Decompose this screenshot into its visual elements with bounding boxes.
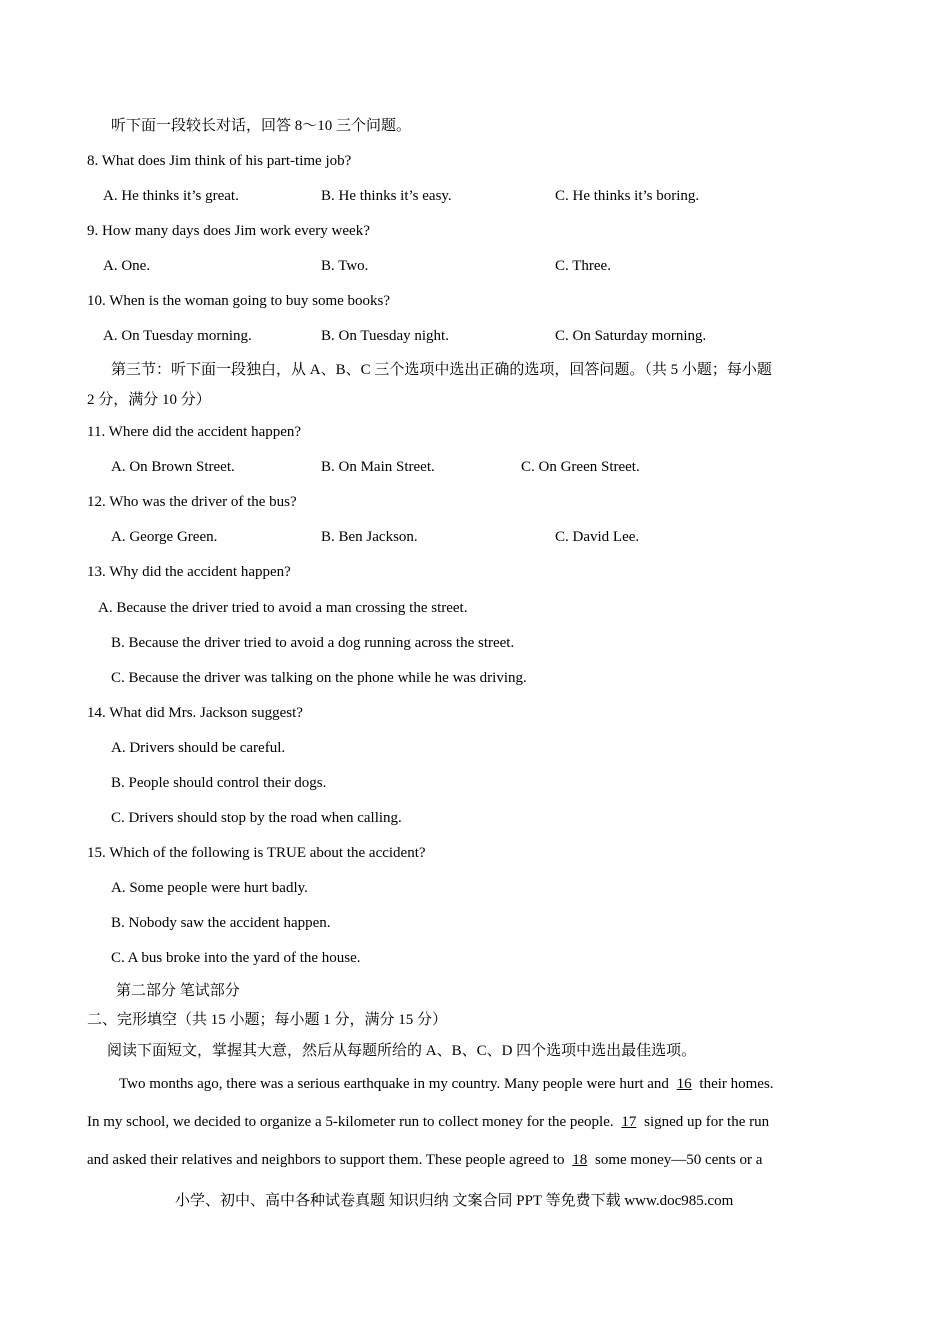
question-14-option-a: A. Drivers should be careful. (111, 740, 286, 756)
question-8-option-c: C. He thinks it’s boring. (555, 188, 700, 204)
question-15-option-c: C. A bus broke into the yard of the house. (111, 950, 361, 966)
question-9-option-c: C. Three. (555, 258, 611, 274)
question-10-option-a: A. On Tuesday morning. (103, 328, 252, 344)
question-9-stem: 9. How many days does Jim work every week? (87, 223, 370, 239)
part2-title: 第二部分 笔试部分 (116, 983, 240, 999)
passage-text: signed up for the run (644, 1114, 770, 1130)
question-12-option-b: B. Ben Jackson. (321, 529, 418, 545)
passage-text: Two months ago, there was a serious earthquake in my country. Many people were hurt and (119, 1076, 669, 1092)
question-11-option-b: B. On Main Street. (321, 459, 435, 475)
question-15-option-a: A. Some people were hurt badly. (111, 880, 308, 896)
section3-intro-line1: 第三节：听下面一段独白，从 A、B、C 三个选项中选出正确的选项，回答问题。（共 5 小题；每小题 (111, 362, 772, 378)
question-12-option-c: C. David Lee. (555, 529, 640, 545)
cloze-title: 二、完形填空（共 15 小题；每小题 1 分，满分 15 分） (87, 1012, 448, 1028)
question-10-option-b: B. On Tuesday night. (321, 328, 449, 344)
passage-line-2 (87, 1112, 769, 1132)
question-11-stem: 11. Where did the accident happen? (87, 424, 302, 440)
question-13-stem: 13. Why did the accident happen? (87, 564, 291, 580)
passage-line-1 (119, 1074, 774, 1094)
section-intro-long-dialogue: 听下面一段较长对话，回答 8～10 三个问题。 (111, 118, 412, 134)
passage-line-3 (87, 1150, 762, 1170)
question-8-stem: 8. What does Jim think of his part-time job? (87, 153, 352, 169)
passage-text: In my school, we decided to organize a 5-kilometer run to collect money for the people. (87, 1114, 614, 1130)
question-12-stem: 12. Who was the driver of the bus? (87, 494, 297, 510)
cloze-blank-17: 17 (621, 1114, 637, 1130)
question-15-option-b: B. Nobody saw the accident happen. (111, 915, 331, 931)
question-14-option-b: B. People should control their dogs. (111, 775, 327, 791)
passage-text: their homes. (699, 1076, 774, 1092)
question-13-option-c: C. Because the driver was talking on the phone while he was driving. (111, 670, 527, 686)
question-11-option-a: A. On Brown Street. (111, 459, 235, 475)
question-14-stem: 14. What did Mrs. Jackson suggest? (87, 705, 303, 721)
passage-text: and asked their relatives and neighbors to support them. These people agreed to (87, 1152, 565, 1168)
question-13-option-a: A. Because the driver tried to avoid a man crossing the street. (98, 600, 468, 616)
question-9-option-b: B. Two. (321, 258, 369, 274)
question-10-stem: 10. When is the woman going to buy some books? (87, 293, 391, 309)
page-footer: 小学、初中、高中各种试卷真题 知识归纳 文案合同 PPT 等免费下载 www.doc985.com (175, 1193, 734, 1209)
question-15-stem: 15. Which of the following is TRUE about the accident? (87, 845, 426, 861)
passage-text: some money—50 cents or a (595, 1152, 763, 1168)
question-12-option-a: A. George Green. (111, 529, 218, 545)
question-13-option-b: B. Because the driver tried to avoid a dog running across the street. (111, 635, 515, 651)
cloze-blank-16: 16 (676, 1076, 692, 1092)
cloze-instruction: 阅读下面短文，掌握其大意，然后从每题所给的 A、B、C、D 四个选项中选出最佳选项。 (107, 1043, 697, 1059)
question-9-option-a: A. One. (103, 258, 151, 274)
cloze-blank-18: 18 (572, 1152, 588, 1168)
section3-intro-line2: 2 分，满分 10 分） (87, 392, 211, 408)
question-10-option-c: C. On Saturday morning. (555, 328, 707, 344)
question-11-option-c: C. On Green Street. (521, 459, 640, 475)
question-8-option-b: B. He thinks it’s easy. (321, 188, 452, 204)
question-8-option-a: A. He thinks it’s great. (103, 188, 239, 204)
question-14-option-c: C. Drivers should stop by the road when calling. (111, 810, 402, 826)
